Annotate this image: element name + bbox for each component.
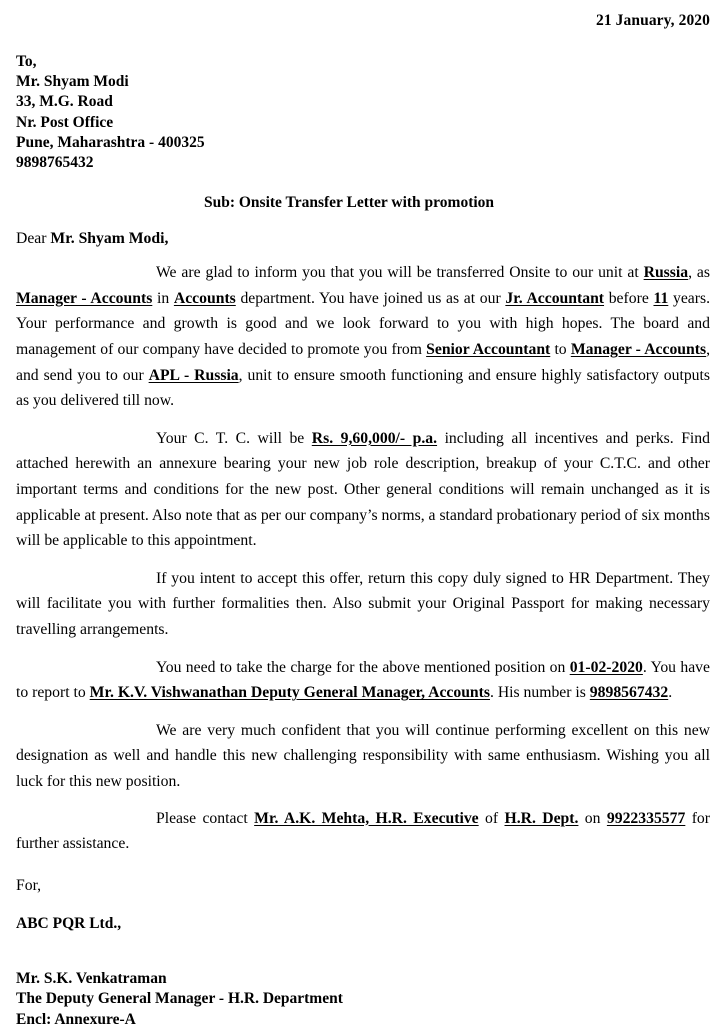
p6-text-2: of [478, 809, 505, 827]
salutation-name: Mr. Shyam Modi, [50, 230, 169, 248]
paragraph-transfer-details [16, 260, 710, 414]
p6-hr-dept: H.R. Dept. [504, 809, 579, 827]
letter-date: 21 January, 2020 [596, 12, 710, 29]
letter-subject: Sub: Onsite Transfer Letter with promotion [203, 194, 495, 212]
p6-text-3: on [578, 809, 607, 827]
p4-joining-date: 01-02-2020 [569, 658, 643, 676]
p1-new-designation: Manager - Accounts [16, 289, 153, 307]
p1-text-8: , and send you to our [16, 341, 710, 384]
recipient-address-line-2: Nr. Post Office [16, 113, 114, 131]
p1-text-1: We are glad to inform you that you will be transferred Onsite to our unit at [156, 264, 644, 282]
signatory-title: The Deputy General Manager - H.R. Department [16, 990, 343, 1008]
enclosure-note: Encl: Annexure-A [16, 1010, 136, 1024]
p2-ctc-amount: Rs. 9,60,000/- p.a. [311, 429, 438, 447]
paragraph-hr-contact [16, 806, 710, 857]
recipient-address-block [16, 52, 710, 173]
p4-text-2: . You have to report to [16, 658, 710, 702]
p1-unit: APL - Russia [148, 366, 239, 384]
p1-text-5: before [604, 289, 654, 307]
p1-joined-as: Jr. Accountant [505, 289, 605, 307]
p4-manager-number: 9898567432 [589, 684, 669, 702]
p1-department: Accounts [173, 289, 236, 307]
p4-text-4: . [668, 684, 673, 702]
closing-for-label: For, [16, 876, 42, 894]
p2-text-1: Your C. T. C. will be [156, 429, 312, 447]
p4-text-1: You need to take the charge for the above mentioned position on [156, 658, 570, 676]
p4-reporting-manager: Mr. K.V. Vishwanathan Deputy General Manager, Accounts [89, 684, 490, 702]
paragraph-confidence: We are very much confident that you will continue performing excellent on this new designation as well and handle this new challenging responsibility with same enthusiasm. Wishing you all luck for this new position. [16, 721, 710, 790]
salutation-greeting: Dear [16, 230, 51, 248]
p1-text-4: department. You have joined us as at our [235, 289, 506, 307]
recipient-city-state-pin: Pune, Maharashtra - 400325 [16, 133, 205, 151]
p1-old-designation: Senior Accountant [426, 341, 551, 358]
p1-text-3: in [152, 289, 174, 307]
signature-block [16, 969, 710, 1024]
p1-text-6: years. Your performance and growth is good and we look forward to you with high hopes. The board and management of our company have decided to promote you from [16, 289, 711, 358]
p6-text-4: for further assistance. [16, 809, 711, 853]
recipient-phone: 9898765432 [16, 154, 94, 172]
paragraph-joining [16, 655, 710, 706]
p2-text-2: including all incentives and perks. Find attached herewith an annexure bearing your new job role description, breakup of your C.T.C. and other important terms and conditions for the new post. Other general conditions will remain unchanged as it is applicable at present. Also note that as per our company’s norms, a standard probationary period of six months will be applicable to this appointment. [16, 429, 711, 550]
signatory-name: Mr. S.K. Venkatraman [16, 969, 167, 987]
p6-text-1: Please contact [156, 809, 255, 827]
p1-text-7: to [550, 341, 571, 358]
recipient-name: Mr. Shyam Modi [16, 73, 129, 91]
p1-location: Russia [643, 264, 689, 282]
p1-text-2: , as [688, 264, 710, 282]
p1-text-9: , unit to ensure smooth functioning and ensure highly satisfactory outputs as you delivered till now. [16, 366, 710, 410]
recipient-address-line-1: 33, M.G. Road [16, 93, 113, 111]
recipient-to-label: To, [16, 53, 37, 70]
paragraph-acceptance: If you intent to accept this offer, return this copy duly signed to HR Department. They will facilitate you with further formalities then. Also submit your Original Passport for making necessary travelling arrangements. [16, 569, 710, 638]
p1-years: 11 [653, 289, 669, 307]
paragraph-ctc [16, 426, 710, 554]
letter-salutation [16, 230, 710, 248]
closing-company-name: ABC PQR Ltd., [16, 914, 122, 932]
p6-hr-contact: Mr. A.K. Mehta, H.R. Executive [254, 809, 479, 827]
p6-hr-number: 9922335577 [606, 809, 686, 827]
p4-text-3: . His number is [490, 684, 590, 702]
p1-promoted-to: Manager - Accounts [570, 341, 707, 358]
